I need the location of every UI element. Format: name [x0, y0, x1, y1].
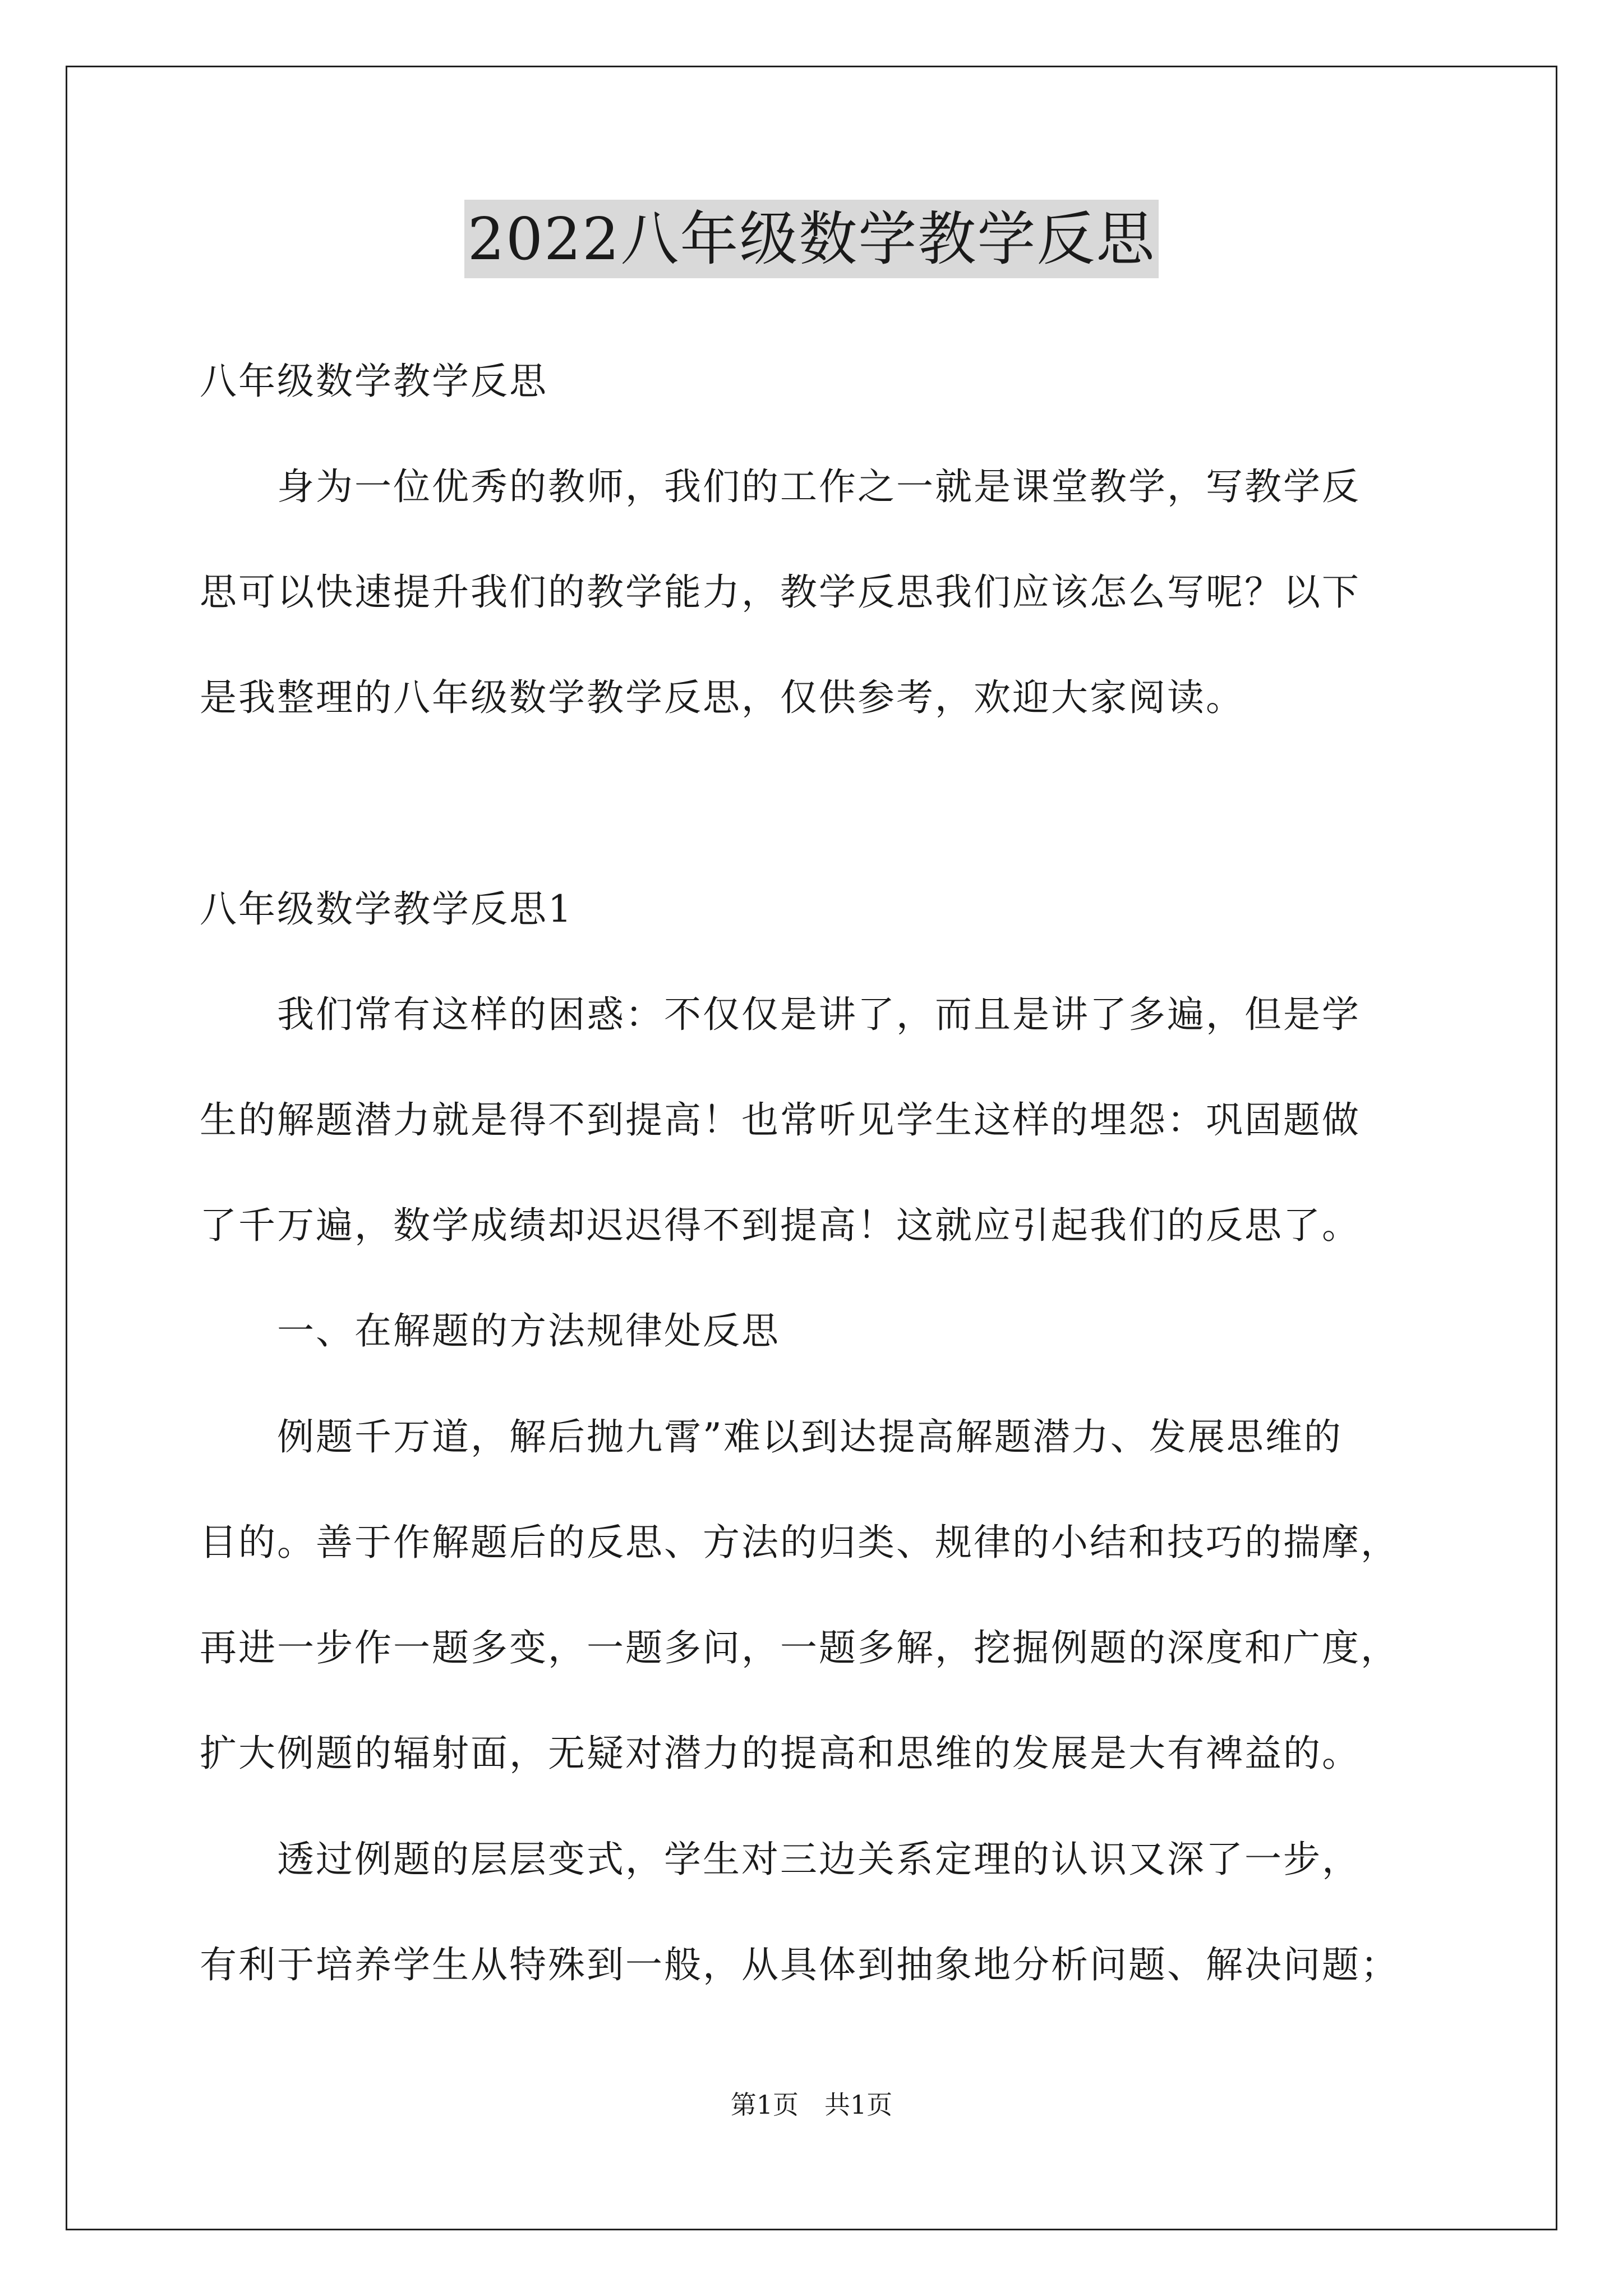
title-container — [0, 200, 1623, 278]
paragraph-line: 生的解题潜力就是得不到提高！也常听见学生这样的埋怨：巩固题做 — [200, 1098, 1361, 1142]
paragraph-line: 是我整理的八年级数学教学反思，仅供参考，欢迎大家阅读。 — [200, 676, 1244, 719]
paragraph-line: 身为一位优秀的教师，我们的工作之一就是课堂教学，写教学反 — [200, 465, 1361, 508]
subsection-heading: 一、在解题的方法规律处反思 — [200, 1309, 780, 1352]
paragraph-line: 透过例题的层层变式，学生对三边关系定理的认识又深了一步， — [200, 1838, 1361, 1881]
paragraph-line: 扩大例题的辐射面，无疑对潜力的提高和思维的发展是大有裨益的。 — [200, 1732, 1361, 1775]
paragraph-line: 思可以快速提升我们的教学能力，教学反思我们应该怎么写呢？以下 — [200, 570, 1361, 614]
section-heading: 八年级数学教学反思1 — [200, 887, 573, 931]
paragraph-line: 目的。善于作解题后的反思、方法的归类、规律的小结和技巧的揣摩， — [200, 1521, 1399, 1564]
paragraph-line: 了千万遍，数学成绩却迟迟得不到提高！这就应引起我们的反思了。 — [200, 1204, 1361, 1247]
paragraph-line: 例题千万道，解后抛九霄”难以到达提高解题潜力、发展思维的 — [200, 1415, 1343, 1458]
document-title: 2022八年级数学教学反思 — [464, 200, 1159, 278]
page-footer: 第1页 共1页 — [730, 2090, 893, 2120]
document-subtitle: 八年级数学教学反思 — [200, 360, 548, 403]
paragraph-line: 再进一步作一题多变，一题多问，一题多解，挖掘例题的深度和广度， — [200, 1626, 1399, 1669]
paragraph-line: 有利于培养学生从特殊到一般，从具体到抽象地分析问题、解决问题； — [200, 1943, 1399, 1986]
paragraph-line: 我们常有这样的困惑：不仅仅是讲了，而且是讲了多遍，但是学 — [200, 993, 1361, 1036]
